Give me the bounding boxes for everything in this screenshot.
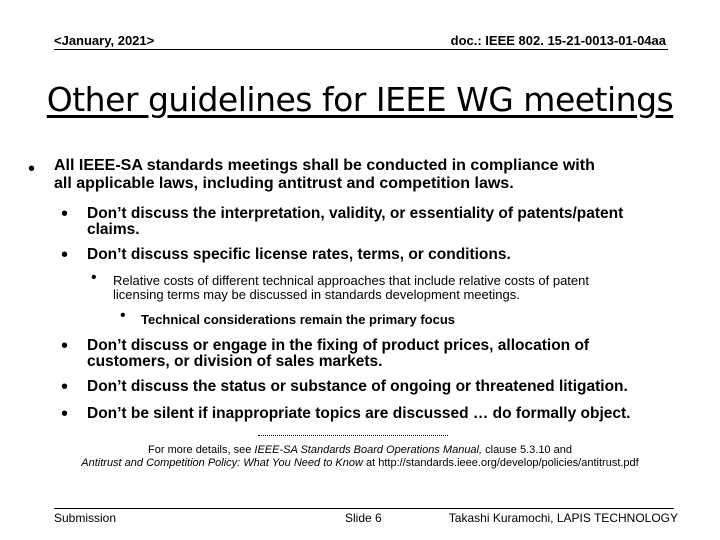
footnote-url: at http://standards.ieee.org/develop/policies/antitrust.pdf <box>362 457 639 469</box>
bullet-sub4: • <box>61 376 69 398</box>
sub1-text <box>87 206 623 238</box>
footer-submission: Submission <box>54 511 117 525</box>
footnote <box>30 444 690 470</box>
footnote-prefix: For more details, see <box>148 444 255 456</box>
footnote-line2 <box>30 457 690 470</box>
main-text <box>54 157 595 193</box>
footnote-separator <box>258 435 448 436</box>
sub2-text: Don’t discuss specific license rates, terms, or conditions. <box>87 246 511 263</box>
sub2-detail-sub-text: Technical considerations remain the primary focus <box>141 312 456 327</box>
bullet-sub2-detail-sub: • <box>120 307 126 324</box>
footer-divider <box>54 508 674 509</box>
sub5-text: Don’t be silent if inappropriate topics are discussed … do formally object. <box>87 405 631 422</box>
footer-slide-number: Slide 6 <box>345 511 382 525</box>
main-text-line1: All IEEE-SA standards meetings shall be conducted in compliance with <box>54 157 595 174</box>
sub2-detail-line2: licensing terms may be discussed in standards development meetings. <box>113 287 520 302</box>
header-doc-id: doc.: IEEE 802. 15-21-0013-01-04aa <box>450 33 666 48</box>
bullet-sub2-detail: • <box>91 269 97 286</box>
sub1-text-line2: claims. <box>87 221 140 238</box>
sub3-text-line2: customers, or division of sales markets. <box>87 353 383 370</box>
main-text-line2: all applicable laws, including antitrust and competition laws. <box>54 175 514 192</box>
bullet-sub2: • <box>61 244 69 266</box>
sub4-text: Don’t discuss the status or substance of ongoing or threatened litigation. <box>87 378 628 395</box>
bullet-main: • <box>28 158 36 180</box>
sub3-text <box>87 338 589 370</box>
header-date: <January, 2021> <box>54 33 155 48</box>
sub1-text-line1: Don’t discuss the interpretation, validity, or essentiality of patents/patent <box>87 205 624 222</box>
footnote-manual: IEEE-SA Standards Board Operations Manual, <box>254 444 483 456</box>
footnote-policy: Antitrust and Competition Policy: What You Need to Know <box>81 457 363 469</box>
footer-author: Takashi Kuramochi, LAPIS TECHNOLOGY <box>448 511 678 525</box>
sub3-text-line1: Don’t discuss or engage in the fixing of product prices, allocation of <box>87 337 590 354</box>
footnote-clause: clause 5.3.10 and <box>482 444 572 456</box>
sub2-detail-text <box>113 274 589 302</box>
sub2-detail-line1: Relative costs of different technical approaches that include relative costs of patent <box>113 273 589 288</box>
bullet-sub5: • <box>61 403 69 425</box>
slide-title: Other guidelines for IEEE WG meetings <box>46 80 674 119</box>
footnote-line1 <box>30 444 690 457</box>
header-divider <box>54 49 668 50</box>
bullet-sub1: • <box>61 203 69 225</box>
bullet-sub3: • <box>61 335 69 357</box>
